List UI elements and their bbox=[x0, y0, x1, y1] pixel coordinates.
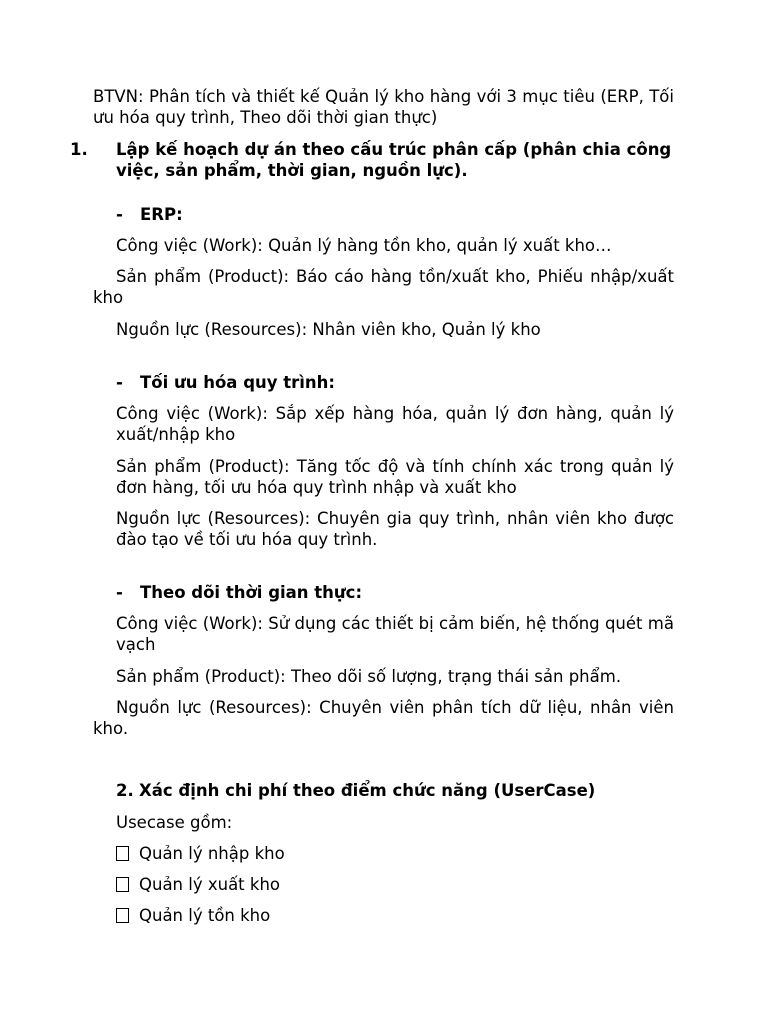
usecase-item bbox=[116, 874, 280, 895]
group-realtime-product: Sản phẩm (Product): Theo dõi số lượng, trạng thái sản phẩm. bbox=[116, 667, 622, 686]
dash-bullet: - bbox=[116, 583, 123, 602]
group-heading-label: Tối ưu hóa quy trình: bbox=[140, 373, 336, 392]
group-heading-label: ERP: bbox=[140, 205, 183, 224]
group-erp-heading bbox=[116, 204, 183, 225]
checkbox-icon bbox=[116, 846, 129, 861]
checkbox-icon bbox=[116, 908, 129, 923]
group-process-heading bbox=[116, 372, 335, 393]
section-2-heading bbox=[116, 780, 595, 801]
usecase-item-label: Quản lý xuất kho bbox=[139, 875, 281, 894]
group-realtime-work: Công việc (Work): Sử dụng các thiết bị cảm biến, hệ thống quét mã vạch bbox=[116, 614, 674, 654]
dash-bullet: - bbox=[116, 373, 123, 392]
group-erp-work: Công việc (Work): Quản lý hàng tồn kho, quản lý xuất kho… bbox=[116, 236, 612, 255]
usecase-item bbox=[116, 905, 270, 926]
usecase-item-label: Quản lý tồn kho bbox=[139, 906, 271, 925]
group-process-resources: Nguồn lực (Resources): Chuyên gia quy trình, nhân viên kho được đào tạo về tối ưu hóa quy trình. bbox=[116, 509, 674, 549]
usecase-item-label: Quản lý nhập kho bbox=[139, 844, 285, 863]
usecase-label: Usecase gồm: bbox=[116, 813, 233, 832]
intro-paragraph: BTVN: Phân tích và thiết kế Quản lý kho hàng với 3 mục tiêu (ERP, Tối ưu hóa quy trình, Theo dõi thời gian thực) bbox=[93, 87, 674, 127]
section-2-title: Xác định chi phí theo điểm chức năng (UserCase) bbox=[139, 781, 596, 800]
group-process-work: Công việc (Work): Sắp xếp hàng hóa, quản lý đơn hàng, quản lý xuất/nhập kho bbox=[116, 404, 674, 444]
section-1-heading bbox=[70, 139, 674, 181]
group-erp-product: Sản phẩm (Product): Báo cáo hàng tồn/xuất kho, Phiếu nhập/xuất kho bbox=[93, 267, 674, 307]
group-realtime-heading bbox=[116, 582, 362, 603]
section-1-number: 1. bbox=[70, 140, 88, 159]
group-realtime-resources: Nguồn lực (Resources): Chuyên viên phân tích dữ liệu, nhân viên kho. bbox=[93, 698, 674, 738]
section-2-number: 2. bbox=[116, 781, 134, 800]
group-heading-label: Theo dõi thời gian thực: bbox=[140, 583, 363, 602]
dash-bullet: - bbox=[116, 205, 123, 224]
section-1-title: Lập kế hoạch dự án theo cấu trúc phân cấp (phân chia công việc, sản phẩm, thời gian, nguồn lực). bbox=[116, 140, 672, 180]
checkbox-icon bbox=[116, 877, 129, 892]
group-erp-resources: Nguồn lực (Resources): Nhân viên kho, Quản lý kho bbox=[116, 320, 541, 339]
usecase-item bbox=[116, 843, 285, 864]
group-process-product: Sản phẩm (Product): Tăng tốc độ và tính chính xác trong quản lý đơn hàng, tối ưu hóa quy trình nhập và xuất kho bbox=[116, 457, 674, 497]
